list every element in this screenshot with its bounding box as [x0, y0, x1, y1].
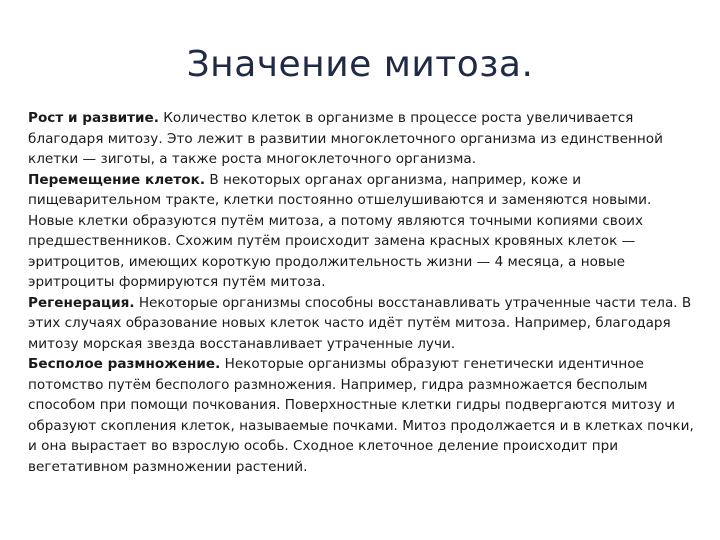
paragraph-text: Некоторые организмы способны восстанавливать утраченные части тела. В этих случаях образование новых клеток часто идёт путём митоза. Например, благодаря митозу морская звезда восстанавливает утраченные лучи.: [28, 294, 692, 352]
paragraph-lead: Бесполое размножение.: [28, 356, 221, 372]
paragraph-lead: Регенерация.: [28, 294, 135, 311]
slide-title: Значение митоза.: [186, 44, 534, 85]
paragraph-lead: Рост и развитие.: [28, 110, 159, 126]
slide-body: [28, 108, 700, 477]
paragraph-regeneration: [28, 293, 700, 355]
paragraph-lead: Перемещение клеток.: [28, 171, 206, 188]
paragraph-asexual-reproduction: [28, 354, 700, 477]
paragraph-cell-replacement: [28, 170, 700, 293]
paragraph-growth: [28, 108, 700, 170]
paragraph-text: В некоторых органах организма, например, коже и пищеварительном тракте, клетки постоянно отшелушиваются и заменяются новыми. Новые клетки образуются путём митоза, а потому являются точными копиями своих предшественников. Схожим путём происходит замена красных кровяных клеток — эритроцитов, имеющих короткую продолжительность жизни — 4 месяца, а новые эритроциты формируются путём митоза.: [28, 171, 652, 290]
paragraph-text: Количество клеток в организме в процессе роста увеличивается благодаря митозу. Это лежит в развитии многоклеточного организма из единственной клетки — зиготы, а также роста многоклеточного организма.: [28, 110, 663, 167]
paragraph-text: Некоторые организмы образуют генетически идентичное потомство путём бесполого размножения. Например, гидра размножается бесполым способом при помощи почкования. Поверхностные клетки гидры подвергаются митозу и образуют скопления клеток, называемые почками. Митоз продолжается и в клетках почки, и она вырастает во взрослую особь. Сходное клеточное деление происходит при вегетативном размножении растений.: [28, 356, 694, 475]
